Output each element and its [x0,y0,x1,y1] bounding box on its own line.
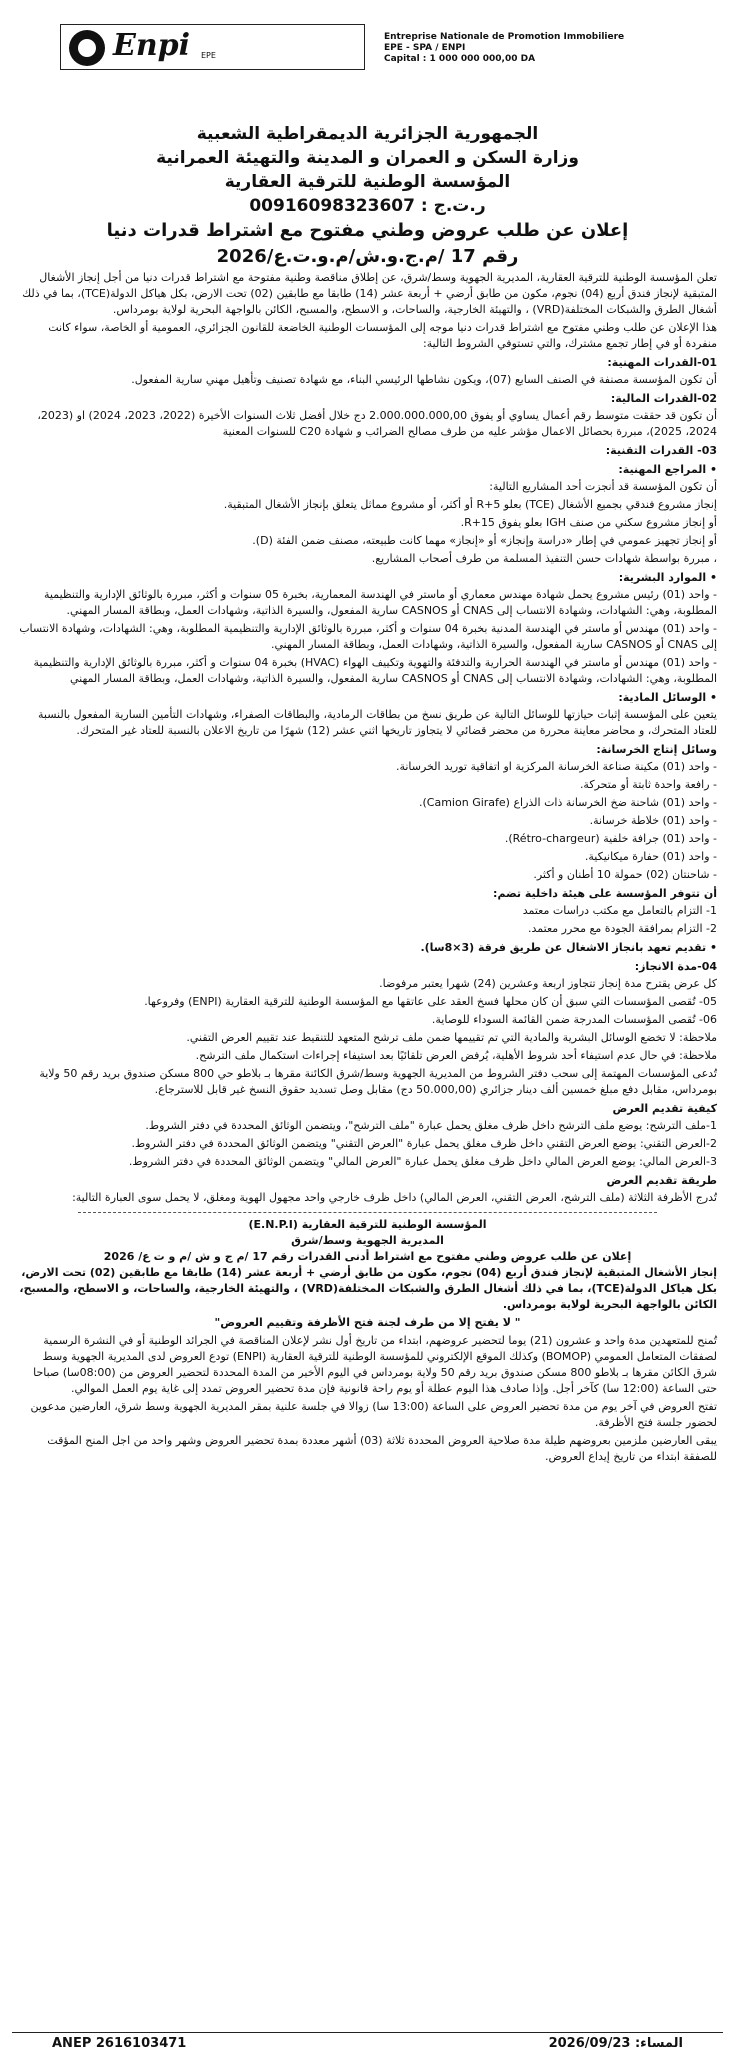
section-title: كيفية تقديم العرض [612,1102,717,1115]
sections [18,355,717,1206]
section-line: أن تكون المؤسسة قد أنجزت أحد المشاريع التالية: [489,480,717,493]
section-line: - واحد (01) مكينة صناعة الخرسانة المركزية او اتفاقية توريد الخرسانة. [395,760,717,773]
section-title: وسائل إنتاج الخرسانة: [596,743,717,756]
section-title: 02-القدرات المالية: [610,392,717,405]
logo-emblem-icon [69,30,105,66]
section-line: تُدرج الأظرفة الثلاثة (ملف الترشح، العرض التقني، العرض المالي) داخل ظرف خارجي واحد مجهول الهوية ومغلق، لا يحمل سوى العبارة التالية: [72,1191,717,1204]
section-line: أو إنجاز مشروع سكني من صنف IGH بعلو يفوق R+15. [460,516,717,529]
section-line: 2- التزام بمرافقة الجودة مع محرر معتمد. [528,922,717,935]
announcement-number: رقم 17 /م.ج.و.ش/م.و.ت.ع/2026 [216,246,519,267]
section-title: 03- القدرات التقنية: [605,444,717,457]
section-title: • الوسائل المادية: [18,690,717,706]
envelope-agency: المؤسسة الوطنية للترقية العقارية (E.N.P.I) [248,1218,487,1231]
closing-paragraph: تفتح العروض في آخر يوم من مدة تحضير العروض على الساعة (13:00 سا) زوالا في جلسة علنية بمقر المديرية الجهوية وسط شرق، العارضين مدعوين لحضور جلسة فتح الأظرفة. [30,1400,717,1429]
section-title: • تقديم تعهد بانجاز الاشغال عن طريق فرقة (3×8سا). [18,940,717,956]
divider [78,1212,657,1213]
section-title: • المراجع المهنية: [18,462,717,478]
section-line: 3-العرض المالي: يوضع العرض المالي داخل ظرف مغلق يحمل عبارة "العرض المالي" ويتضمن الوثائق المحددة في دفتر الشروط. [128,1155,717,1168]
envelope-title: إعلان عن طلب عروض وطني مفتوح مع اشتراط أدنى القدرات رقم 17 /م ج و ش /م و ت ع/ 2026 [103,1250,632,1263]
closing-paragraph: تُمنح للمتعهدين مدة واحد و عشرون (21) يوما لتحضير عروضهم، ابتداء من تاريخ أول نشر لإعلان المناقصة في الجرائد الوطنية أو في النشرة الرسمية لصفقات المتعامل العمومي (BOMOP) وكذلك الموقع الإلكتروني للمؤسسة الوطنية للترقية العقارية (ENPI) تودع العروض لدى المديرية الجهوية وسط شرق الكائن مقرها بـ بلاطو 800 مسكن صندوق بريد رقم 50 ولاية بومرداس في اليوم الأخير من المدة المحددة لتحضير العروض من (08:00سا) صباحا حتى الساعة (12:00 سا) كآخر أجل. وإذا صادف هذا اليوم عطلة أو يوم راحة قانونية فإن مدة تحضير العروض تمدد إلى غاية يوم العمل الموالي. [33,1334,717,1395]
logo-text: Enpi [113,28,191,63]
logo-sub: EPE [201,51,216,60]
section-line: ملاحظة: في حال عدم استيفاء أحد شروط الأهلية، يُرفض العرض تلقائيًا بعد استيفاء إجراءات استكمال ملف الترشح. [195,1049,717,1062]
section-line: إنجاز مشروع فندقي بجميع الأشغال (TCE) بعلو R+5 أو أكثر، أو مشروع مماثل يتعلق بإنجاز الأشغال المتبقية. [223,498,717,511]
enpi-logo [60,24,365,70]
company-line: EPE - SPA / ENPI [384,43,466,53]
envelope-direction: المديرية الجهوية وسط/شرق [291,1234,444,1247]
section-line: - واحد (01) جرافة خلفية (Rétro-chargeur). [504,832,717,845]
section-line: 1-ملف الترشح: يوضع ملف الترشح داخل ظرف مغلق يحمل عبارة "ملف الترشح"، ويتضمن الوثائق المحددة في دفتر الشروط. [145,1119,717,1132]
anep-reference: ANEP 2616103471 [52,2036,187,2051]
footer [12,2032,723,2055]
section-title: 01-القدرات المهنية: [607,356,717,369]
section-line: - شاحنتان (02) حمولة 10 أطنان و أكثر. [533,868,717,881]
ministry-title: وزارة السكن و العمران و المدينة والتهيئة العمرانية [156,148,579,168]
section-line: ملاحظة: لا تخضع الوسائل البشرية والمادية التي تم تقييمها ضمن ملف ترشح المتعهد للتنقيط عند تقييم العرض التقني. [186,1031,717,1044]
section-line: يتعين على المؤسسة إثبات حيازتها للوسائل التالية عن طريق نسخ من بطاقات الرمادية، والبطاقات الصفراء، وشهادات التأمين السارية المفعول بالنسبة للعتاد المتحرك، و محاضر معاينة محررة من محضر قضائي لا يتجاوز تاريخها اثني عشر (12) شهرًا من تاريخ الاعلان بالنسبة للعتاد غير المتحرك. [38,708,717,737]
company-line: Entreprise Nationale de Promotion Immobiliere [384,32,625,42]
intro-paragraph: هذا الإعلان عن طلب وطني مفتوح مع اشتراط قدرات دنيا موجه إلى المؤسسات الوطنية الخاضعة للقانون الجزائري، العمومية أو الخاصة، سواء كانت منفردة أو في إطار تجمع مشترك، والتي تستوفي الشروط التالية: [48,321,717,350]
section-line: أن تكون قد حققت متوسط رقم أعمال يساوي أو يفوق 2.000.000.000,00 دج خلال أفضل ثلاث السنوات الأخيرة (2022، 2023، 2024) او (2023، 2024، 2025)، مبررة بحصائل الاعمال مؤشر عليه من طرف مصالح الضرائب و شهادة C20 للسنوات المعنية [37,409,717,438]
section-line: 05- تُقصى المؤسسات التي سبق أن كان محلها فسخ العقد على عاتقها مع المؤسسة الوطنية للترقية العقارية (ENPI) وفروعها. [144,995,717,1008]
section-line: ، مبررة بواسطة شهادات حسن التنفيذ المسلمة من طرف أصحاب المشاريع. [371,552,717,565]
envelope-body: إنجاز الأشغال المتبقية لإنجاز فندق أربع (04) نجوم، مكون من طابق أرضي + أربعة عشر (14) طابقا مع طابقين (02) تحت الارض، بكل هياكل الدولة(TCE)، بما في ذلك أشغال الطرق والشبكات المختلفة(VRD) ، والتهيئة الخارجية، والساحات، و الاسطح، والمسبح، الكائن بالواجهة البحرية لولاية بومرداس. [19,1266,717,1311]
announcement-body [12,270,723,1465]
section-line: - رافعة واحدة ثابتة أو متحركة. [579,778,717,791]
section-line: 2-العرض التقني: يوضع العرض التقني داخل ظرف مغلق يحمل عبارة "العرض التقني" ويتضمن الوثائق المحددة في دفتر الشروط. [131,1137,717,1150]
section-line: - واحد (01) حفارة ميكانيكية. [584,850,717,863]
company-line: Capital : 1 000 000 000,00 DA [384,54,536,64]
section-line: 1- التزام بالتعامل مع مكتب دراسات معتمد [522,904,717,917]
title-block [12,122,723,270]
section-line: - واحد (01) مهندس أو ماستر في الهندسة الحرارية والتدفئة والتهوية وتكييف الهواء (HVAC) بخبرة 04 سنوات و أكثر، مبررة بالوثائق الإدارية والتنظيمية المطلوبة، وهي: الشهادات، وشهادة الانتساب إلى CNAS أو CASNOS سارية المفعول، والسيرة الذاتية، وشهادات العمل، وبطاقة المسار المهني [33,656,717,685]
envelope-note: " لا يفتح إلا من طرف لجنة فتح الأظرفة وتقييم العروض" [214,1316,521,1329]
section-line: - واحد (01) مهندس أو ماستر في الهندسة المدنية بخبرة 04 سنوات و أكثر، مبررة بالوثائق الإدارية والتنظيمية المطلوبة، وهي: الشهادات، وشهادة الانتساب إلى CNAS أو CASNOS سارية المفعول، والسيرة الذاتية، وشهادات العمل، وبطاقة المسار المهني. [19,622,717,651]
closing-paragraph: يبقى العارضين ملزمين بعروضهم طيلة مدة صلاحية العروض المحددة ثلاثة (03) أشهر معددة بمدة تحضير العروض وشهر واحد من اجل المنح المؤقت للصفقة ابتداء من تاريخ إيداع العروض. [47,1434,717,1463]
company-info [384,32,684,65]
republic-title: الجمهورية الجزائرية الديمقراطية الشعبية [196,124,539,144]
section-line: - واحد (01) خلاطة خرسانة. [589,814,717,827]
envelope-label [18,1217,717,1265]
publication-date: المساء: 2026/09/23 [548,2036,683,2051]
section-line: تُدعى المؤسسات المهتمة إلى سحب دفتر الشروط من المديرية الجهوية وسط/شرق الكائنة مقرها بـ بلاطو حي 800 مسكن صندوق بريد رقم 50 ولاية بومرداس، مقابل دفع مبلغ خمسين ألف دينار جزائري (50.000,00 دج) مقابل وصل تسديد حقوق النسخ غير قابل للاسترجاع. [39,1067,717,1096]
section-line: أو إنجاز تجهيز عمومي في إطار «دراسة وإنجاز» أو «إنجاز» مهما كانت طبيعته، مصنف ضمن الفئة (D). [252,534,717,547]
section-line: - واحد (01) شاحنة ضخ الخرسانة ذات الذراع (Camion Girafe). [419,796,717,809]
letterhead [12,6,723,84]
section-title: 04-مدة الانجاز: [634,960,717,973]
section-line: 06- تُقصى المؤسسات المدرجة ضمن القائمة السوداء للوصاية. [431,1013,717,1026]
section-line: أن تكون المؤسسة مصنفة في الصنف السابع (07)، ويكون نشاطها الرئيسي البناء، مع شهادة تصنيف وتأهيل مهني سارية المفعول. [131,373,717,386]
intro-paragraph: تعلن المؤسسة الوطنية للترقية العقارية، المديرية الجهوية وسط/شرق، عن إطلاق مناقصة وطنية مفتوحة مع اشتراط قدرات دنيا من أجل إنجاز الأشغال المتبقية لإنجاز فندق أربع (04) نجوم، مكون من طابق أرضي + أربعة عشر (14) طابقا مع طابقين (02) تحت الارض، بكل هياكل الدولة(TCE)، بما في ذلك أشغال الطرق والشبكات المختلفة(VRD) ، والتهيئة الخارجية، والساحات، و الاسطح، والمسبح، الكائن بالواجهة البحرية لولاية بومرداس. [22,271,717,316]
section-title: • الموارد البشرية: [18,570,717,586]
announcement-title: إعلان عن طلب عروض وطني مفتوح مع اشتراط قدرات دنيا [106,220,629,241]
section-title: طريقة تقديم العرض [606,1174,717,1187]
section-line: كل عرض يقترح مدة إنجاز تتجاوز اربعة وعشرين (24) شهرا يعتبر مرفوضا. [379,977,717,990]
nif-line: ر.ت.ج : 00916098323607 [249,196,486,216]
agency-title: المؤسسة الوطنية للترقية العقارية [224,172,511,192]
section-line: - واحد (01) رئيس مشروع يحمل شهادة مهندس معماري أو ماستر في الهندسة المعمارية، بخبرة 05 سنوات و أكثر، مبررة بالوثائق الإدارية والتنظيمية المطلوبة، وهي: الشهادات، وشهادة الانتساب إلى CNAS أو CASNOS سارية المفعول، والسيرة الذاتية، وشهادات العمل، وبطاقة المسار المهني. [44,588,717,617]
section-title: أن تتوفر المؤسسة على هيئة داخلية تضم: [493,887,717,900]
